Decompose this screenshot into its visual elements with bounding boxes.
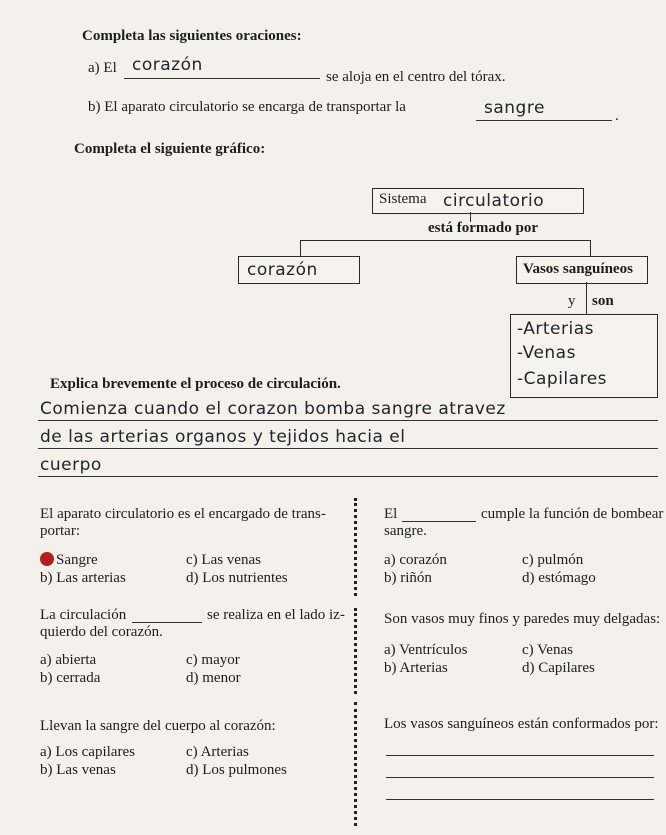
answer-line[interactable]: cuerpo [40,455,102,475]
q4-text: Son vasos muy finos y paredes muy delgadas: [384,611,661,627]
q2-option-b[interactable]: b) riñón [384,570,432,586]
vessel-item[interactable]: -Venas [517,343,576,363]
section3-heading: Explica brevemente el proceso de circulación. [50,376,341,392]
q3-line2: quierdo del corazón. [40,624,163,640]
q4-option-b[interactable]: b) Arterias [384,660,448,676]
sentence-b-answer[interactable]: sangre [484,98,545,118]
q2-suffix: cumple la función de bombear [481,506,664,522]
q3-option-c[interactable]: c) mayor [186,652,240,668]
q2-option-a[interactable]: a) corazón [384,552,447,568]
q5-option-b[interactable]: b) Las venas [40,762,116,778]
organ-answer[interactable]: corazón [247,260,318,280]
vessel-item[interactable]: -Capilares [517,369,608,389]
answer-rule [38,420,658,421]
organ-box [238,256,360,284]
answer-rule [38,448,658,449]
sentence-a-suffix: se aloja en el centro del tórax. [326,69,506,85]
column-divider [354,498,357,596]
q3-option-b[interactable]: b) cerrada [40,670,101,686]
answer-line[interactable]: de las arterias organos y tejidos hacia el [40,427,406,447]
q2-option-c[interactable]: c) pulmón [522,552,584,568]
q3-prefix: La circulación [40,607,127,623]
branch-left [300,240,301,256]
vasos-label: Vasos sanguíneos [523,261,633,277]
q4-option-c[interactable]: c) Venas [522,642,573,658]
q6-answer-line[interactable] [386,799,654,800]
vasos-box [516,256,648,284]
sentence-a-blank [124,78,320,79]
answer-line[interactable]: Comienza cuando el corazon bomba sangre atravez [40,399,506,419]
formado-label: está formado por [428,220,538,236]
q4-option-d[interactable]: d) Capilares [522,660,595,676]
q5-option-d[interactable]: d) Los pulmones [186,762,287,778]
q3-suffix: se realiza en el lado iz- [207,607,345,623]
section2-heading: Completa el siguiente gráfico: [74,141,266,157]
selected-marker-icon [40,552,54,566]
q2-option-d[interactable]: d) estómago [522,570,596,586]
q1-option-d[interactable]: d) Los nutrientes [186,570,288,586]
sentence-b-blank [476,120,612,121]
sistema-answer[interactable]: circulatorio [443,191,545,211]
q1-option-a[interactable] [40,552,98,569]
q1-text-line1: El aparato circulatorio es el encargado de trans- [40,506,326,522]
sentence-b-suffix: . [615,108,619,124]
q3-blank[interactable] [132,622,202,623]
q1-option-b[interactable]: b) Las arterias [40,570,126,586]
q1-text-line2: portar: [40,523,80,539]
q5-option-a[interactable]: a) Los capilares [40,744,135,760]
section1-heading: Completa las siguientes oraciones: [82,28,302,44]
q3-option-d[interactable]: d) menor [186,670,241,686]
q4-option-a[interactable]: a) Ventrículos [384,642,468,658]
son-label: son [592,293,614,309]
q2-prefix: El [384,506,398,522]
vessel-item[interactable]: -Arterias [517,319,594,339]
vessels-list-box [510,314,658,398]
sistema-label: Sistema [379,191,427,207]
q1-option-c[interactable]: c) Las venas [186,552,261,568]
q2-line2: sangre. [384,523,427,539]
answer-rule [38,476,658,477]
column-divider [354,702,357,826]
q5-text: Llevan la sangre del cuerpo al corazón: [40,718,276,734]
branch-line [300,240,590,241]
q1-option-a-label: Sangre [56,552,98,568]
branch-right [590,240,591,256]
q6-text: Los vasos sanguíneos están conformados por: [384,716,659,732]
column-divider [354,608,357,694]
sentence-a-prefix: a) El [88,60,117,76]
q6-answer-line[interactable] [386,777,654,778]
q2-blank[interactable] [402,521,476,522]
q5-option-c[interactable]: c) Arterias [186,744,249,760]
sistema-box [372,188,584,214]
q6-answer-line[interactable] [386,755,654,756]
sentence-b-prefix: b) El aparato circulatorio se encarga de transportar la [88,99,406,115]
vasos-connector [586,282,587,314]
y-label: y [568,293,576,309]
q3-option-a[interactable]: a) abierta [40,652,97,668]
sentence-a-answer[interactable]: corazón [132,55,203,75]
